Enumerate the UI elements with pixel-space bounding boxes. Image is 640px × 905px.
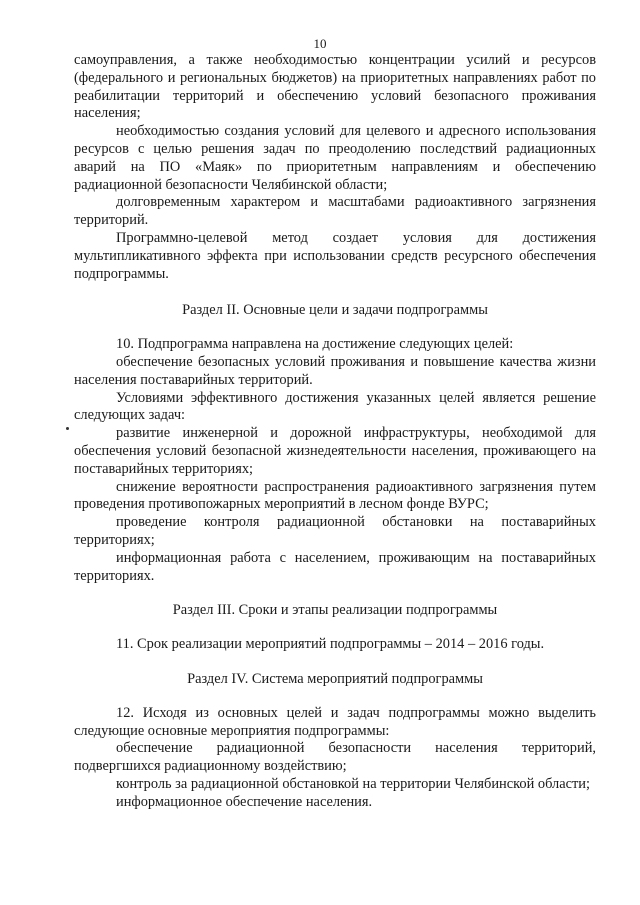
paragraph: Программно-целевой метод создает условия для достижения мультипликативного эффекта при использовании средств ресурсного обеспечения подпрограммы. xyxy=(74,229,596,282)
section-heading-3: Раздел III. Сроки и этапы реализации подпрограммы xyxy=(172,602,498,619)
paragraph: необходимостью создания условий для целевого и адресного использования ресурсов с целью решения задач по преодолению последствий радиационных аварий на ПО «Маяк» по приоритетным направлениям и обеспечению радиационной безопасности Челябинской области; xyxy=(74,123,596,193)
scan-speck xyxy=(66,427,69,430)
paragraph: 10. Подпрограмма направлена на достижение следующих целей: xyxy=(116,336,514,353)
paragraph: проведение контроля радиационной обстановки на поставарийных территориях; xyxy=(74,514,596,548)
section-heading-4: Раздел IV. Система мероприятий подпрограммы xyxy=(187,670,483,687)
page-number: 10 xyxy=(313,36,327,51)
paragraph: Условиями эффективного достижения указанных целей является решение следующих задач: xyxy=(74,389,596,424)
paragraph: обеспечение радиационной безопасности населения территорий, подвергшихся радиационному воздействию; xyxy=(74,740,596,775)
paragraph: контроль за радиационной обстановкой на территории Челябинской области; xyxy=(116,775,590,792)
section-heading-2: Раздел II. Основные цели и задачи подпрограммы xyxy=(182,302,488,319)
paragraph: 11. Срок реализации мероприятий подпрограммы – 2014 – 2016 годы. xyxy=(116,636,545,653)
paragraph: 12. Исходя из основных целей и задач подпрограммы можно выделить следующие основные мероприятия подпрограммы: xyxy=(74,704,596,739)
paragraph: долговременным характером и масштабами радиоактивного загрязнения территорий. xyxy=(74,194,596,229)
paragraph: обеспечение безопасных условий проживания и повышение качества жизни населения поставарийных территорий. xyxy=(74,353,596,388)
paragraph: информационное обеспечение населения. xyxy=(116,793,373,810)
paragraph: снижение вероятности распространения радиоактивного загрязнения путем проведения противопожарных мероприятий в лесном фонде ВУРС; xyxy=(74,478,596,513)
paragraph-continuation: самоуправления, а также необходимостью концентрации усилий и ресурсов (федерального и региональных бюджетов) на приоритетных направлениях работ по реабилитации территорий и обеспечению условий безопасного проживания населения; xyxy=(74,52,596,122)
document-body xyxy=(74,52,596,811)
paragraph: информационная работа с населением, проживающим на поставарийных территориях. xyxy=(74,549,596,584)
paragraph: развитие инженерной и дорожной инфраструктуры, необходимой для обеспечения условий безопасной жизнедеятельности населения, проживающего на поставарийных территориях; xyxy=(74,425,596,477)
